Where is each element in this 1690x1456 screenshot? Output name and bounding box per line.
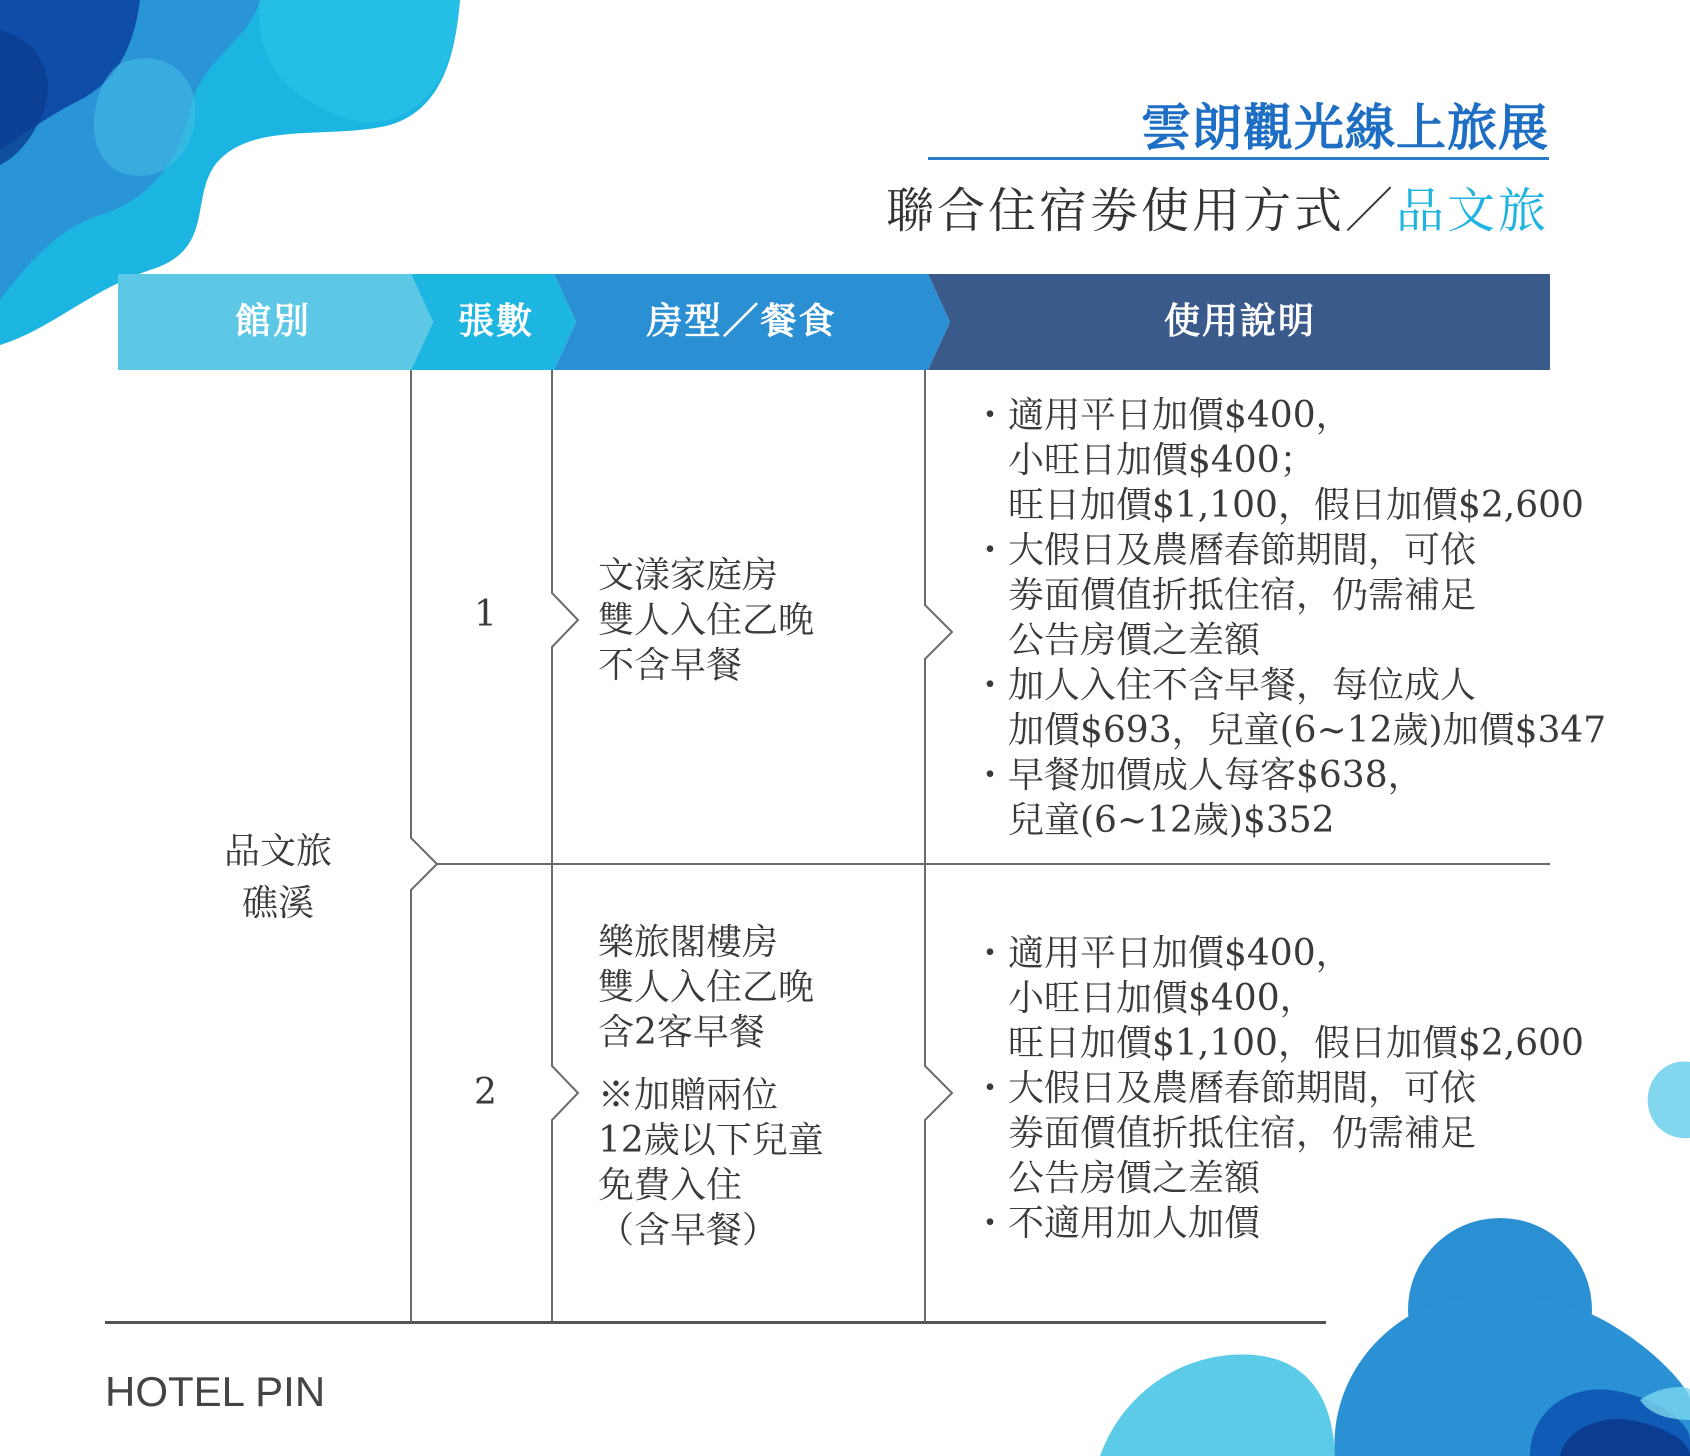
divider-room-usage — [925, 370, 952, 1321]
row-2-usage-line: ・大假日及農曆春節期間，可依 — [972, 1068, 1477, 1109]
row-1-usage-line: 兒童(6~12歲)$352 — [972, 800, 1335, 841]
divider-hotel-count — [411, 370, 437, 1321]
row-2-count: 2 — [474, 1072, 497, 1113]
row-2-usage-line: 公告房價之差額 — [972, 1158, 1261, 1199]
hotel-cell-line-2: 礁溪 — [242, 883, 315, 924]
row-1-usage-line: 劵面價值折抵住宿，仍需補足 — [972, 575, 1477, 616]
row-2-room-line: 雙人入住乙晚 — [598, 967, 815, 1008]
divider-count-room — [552, 370, 578, 1321]
row-1-usage-line: ・早餐加價成人每客$638， — [972, 755, 1424, 796]
row-1-usage-line: 小旺日加價$400； — [972, 440, 1316, 481]
row-2-bonus-line: 12歲以下兒童 — [598, 1120, 824, 1161]
row-2-usage-line: 小旺日加價$400， — [972, 978, 1316, 1019]
row-1-room-line: 文漾家庭房 — [598, 555, 779, 596]
hotel-cell-line-1: 品文旅 — [224, 831, 333, 872]
row-2-bonus-line: 免費入住 — [598, 1165, 743, 1206]
row-1-usage-line: 公告房價之差額 — [972, 620, 1261, 661]
row-2-bonus-line: （含早餐） — [598, 1210, 779, 1251]
row-1-usage-line: 加價$693，兒童(6~12歲)加價$347 — [972, 710, 1607, 751]
row-1-usage-line: 旺日加價$1,100，假日加價$2,600 — [972, 485, 1584, 526]
column-header-usage: 使用說明 — [1163, 301, 1316, 342]
hotel-name-footer: HOTEL PIN — [105, 1368, 326, 1415]
subtitle-prefix: 聯合住宿劵使用方式／ — [885, 183, 1396, 239]
row-1-room-line: 不含早餐 — [598, 645, 743, 686]
footer-rule — [105, 1321, 1326, 1324]
subtitle-hotel: 品文旅 — [1395, 183, 1549, 239]
row-1-usage-line: ・適用平日加價$400， — [972, 395, 1352, 436]
row-2-usage-line: 旺日加價$1,100，假日加價$2,600 — [972, 1023, 1584, 1064]
row-1-room-line: 雙人入住乙晚 — [598, 600, 815, 641]
row-2-usage-line: 劵面價值折抵住宿，仍需補足 — [972, 1113, 1477, 1154]
row-1-count: 1 — [474, 594, 497, 635]
row-2-bonus-line: ※加贈兩位 — [598, 1075, 779, 1116]
row-2-room-line: 樂旅閣樓房 — [598, 922, 779, 963]
row-2-room-line: 含2客早餐 — [598, 1012, 765, 1053]
row-2-usage-line: ・適用平日加價$400， — [972, 933, 1352, 974]
column-header-room: 房型／餐食 — [646, 301, 837, 342]
row-2-usage-line: ・不適用加人加價 — [972, 1203, 1261, 1244]
event-title: 雲朗觀光線上旅展 — [1141, 98, 1549, 157]
row-1-usage-line: ・加人入住不含早餐，每位成人 — [972, 665, 1477, 706]
column-header-count: 張數 — [457, 301, 534, 342]
row-1-usage-line: ・大假日及農曆春節期間，可依 — [972, 530, 1477, 571]
column-header-hotel: 館別 — [234, 301, 311, 342]
